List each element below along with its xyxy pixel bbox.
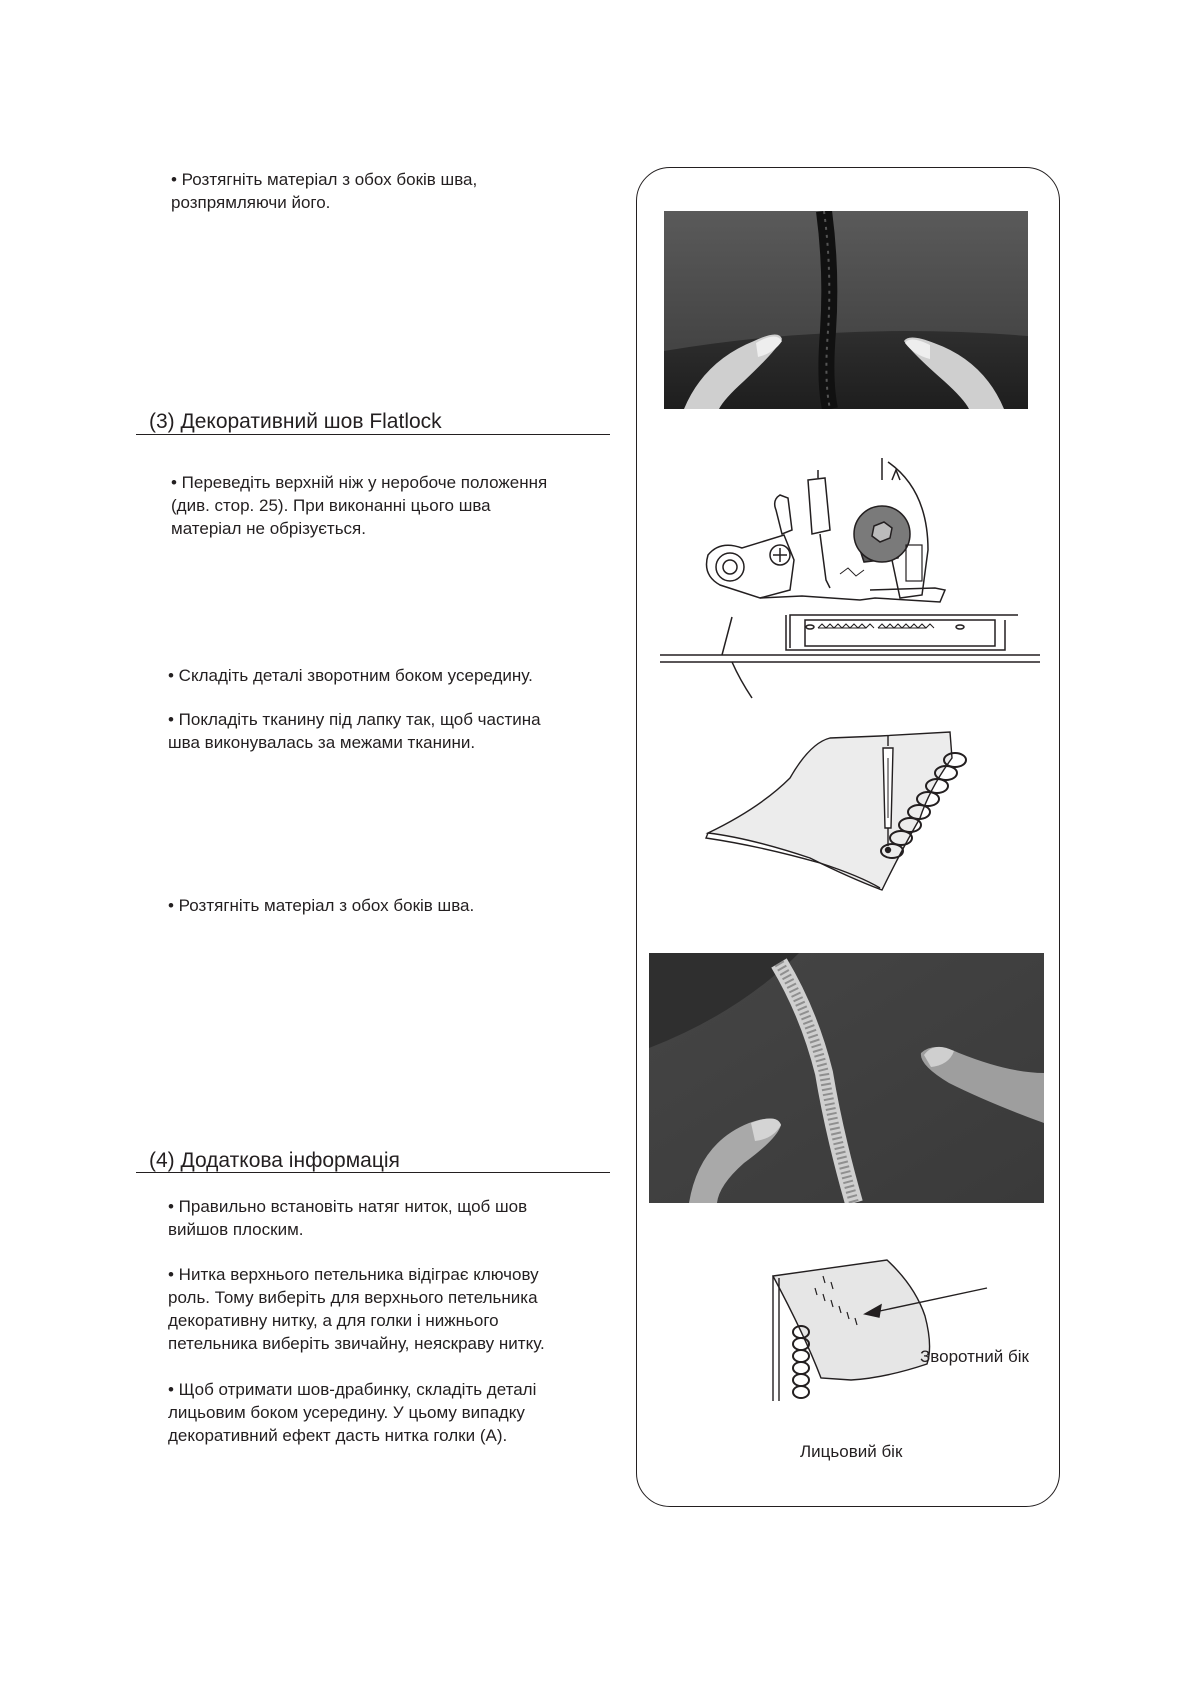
front-side-label: Лицьовий бік [800, 1442, 903, 1461]
text-line: вийшов плоским. [168, 1220, 304, 1239]
diagram-ladder-stitch [765, 1256, 995, 1401]
text-line: • Розтягніть матеріал з обох боків шва. [168, 896, 475, 915]
section4-item-3 [168, 1378, 536, 1447]
text-line: (див. стор. 25). При виконанні цього шва [171, 496, 491, 515]
text-line: лицьовим боком усередину. У цьому випадку [168, 1403, 525, 1422]
section3-step-3 [168, 708, 541, 754]
text-line: роль. Тому виберіть для верхнього петельника [168, 1288, 538, 1307]
text-line: шва виконувалась за межами тканини. [168, 733, 476, 752]
section4-title: (4) Додаткова інформація [149, 1149, 400, 1172]
text-line: • Складіть деталі зворотним боком усередину. [168, 666, 533, 685]
text-line: • Щоб отримати шов-драбинку, складіть деталі [168, 1380, 537, 1399]
section3-step-1 [171, 471, 547, 540]
photo-flatlock-stitch [649, 953, 1044, 1203]
text-line: • Правильно встановіть натяг ниток, щоб шов [168, 1197, 528, 1216]
text-line: • Розтягніть матеріал з обох боків шва, [171, 170, 478, 189]
section4-rule [136, 1172, 610, 1173]
text-line: матеріал не обрізується. [171, 519, 366, 538]
section4-item-2 [168, 1263, 545, 1355]
section3-title: (3) Декоративний шов Flatlock [149, 410, 442, 433]
text-line: • Нитка верхнього петельника відіграє ключову [168, 1265, 539, 1284]
text-line: декоративний ефект дасть нитка голки (А). [168, 1426, 508, 1445]
back-side-label: Зворотний бік [920, 1347, 1029, 1366]
diagram-needle-fabric [700, 728, 1000, 893]
text-line: • Покладіть тканину під лапку так, щоб частина [168, 710, 541, 729]
text-line: • Переведіть верхній ніж у неробоче положення [171, 473, 548, 492]
diagram-presser-foot [660, 450, 1040, 700]
photo-stretch-seam [664, 211, 1028, 409]
text-line: петельника виберіть звичайну, неяскраву нитку. [168, 1334, 545, 1353]
intro-text [171, 168, 477, 214]
text-line: декоративну нитку, а для голки і нижнього [168, 1311, 499, 1330]
section3-step-4 [168, 894, 474, 917]
section4-item-1 [168, 1195, 527, 1241]
section3-step-2 [168, 664, 533, 687]
section3-rule [136, 434, 610, 435]
text-line: розпрямляючи його. [171, 193, 331, 212]
